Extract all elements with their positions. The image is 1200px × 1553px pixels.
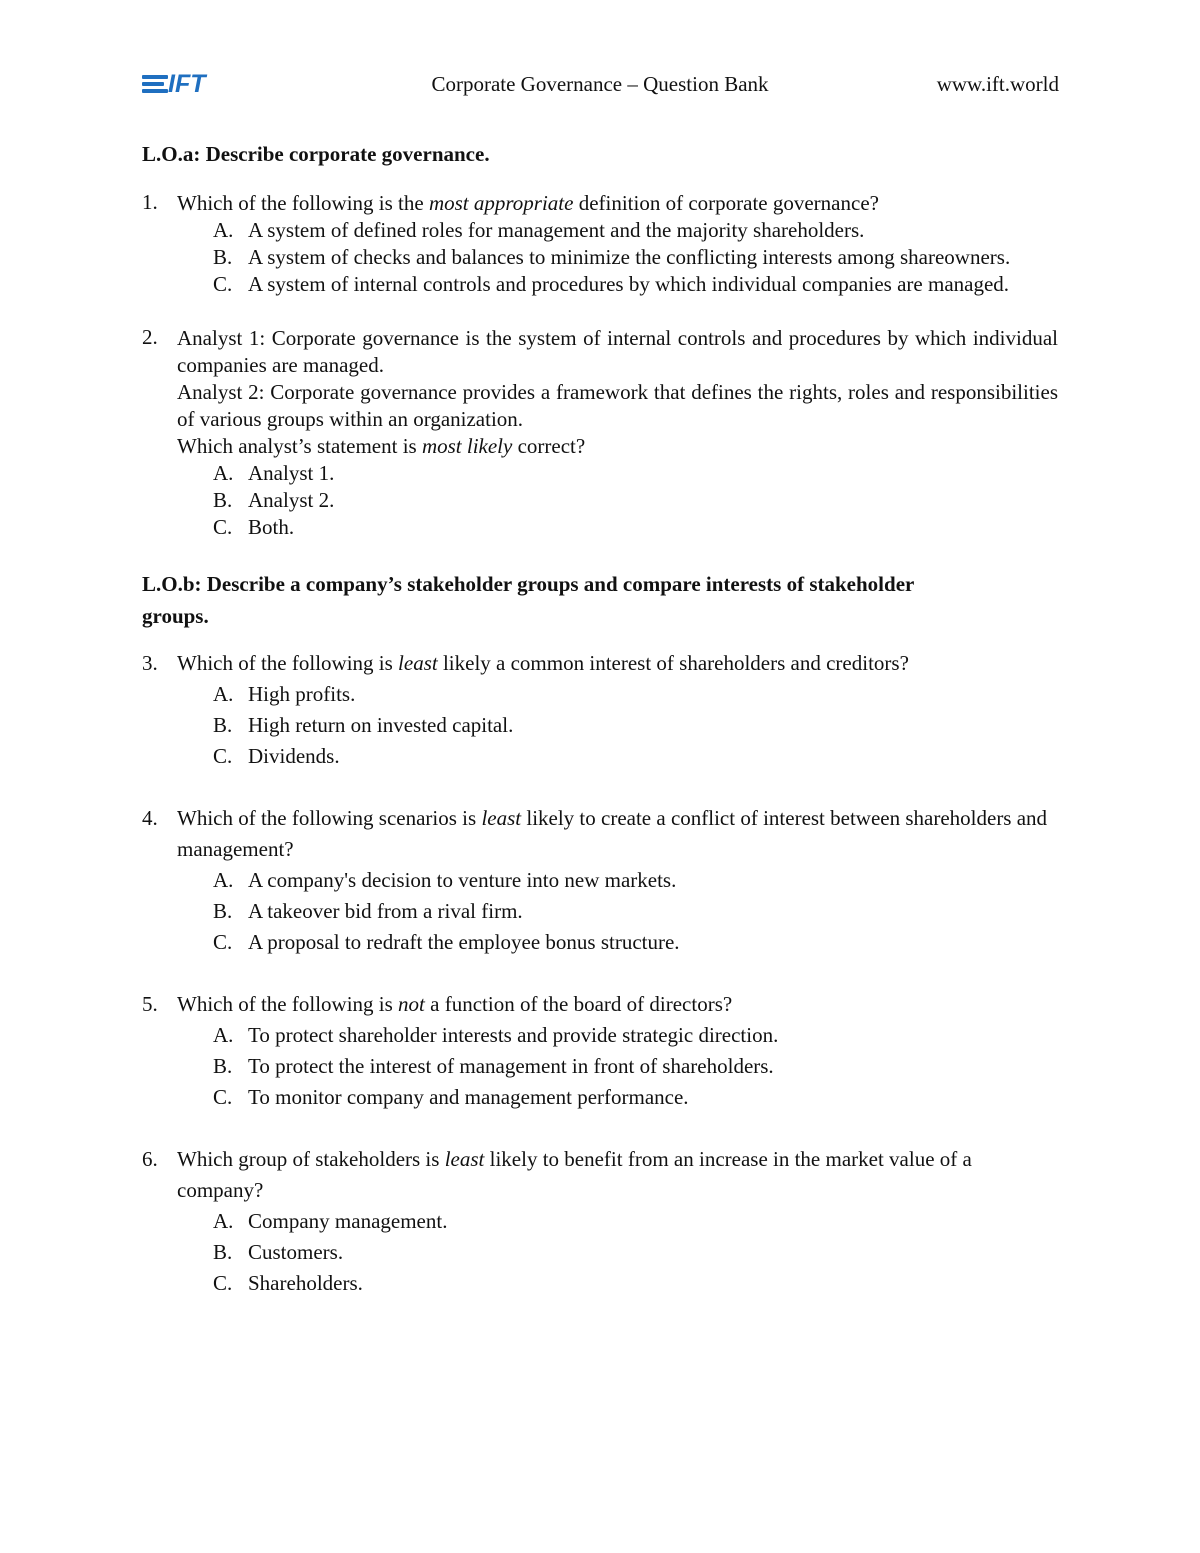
document-body (142, 138, 1058, 1299)
page-header (0, 0, 1200, 120)
question-number: 4. (142, 806, 158, 830)
question-text: Which of the following is least likely a common interest of shareholders and creditors? (177, 651, 909, 675)
option: B. To protect the interest of management in front of shareholders. (213, 1054, 774, 1078)
option: B. Customers. (213, 1240, 344, 1264)
option: C. Dividends. (213, 744, 340, 768)
option: C. A system of internal controls and procedures by which individual companies are managed. (213, 272, 1010, 296)
option: B. Analyst 2. (213, 488, 335, 512)
option: A. A system of defined roles for management and the majority shareholders. (213, 218, 865, 242)
option: B. High return on invested capital. (213, 713, 514, 737)
analyst-2-statement: Analyst 2: Corporate governance provides a framework that defines the rights, roles and responsibilities of various groups within an organization. (177, 380, 1058, 431)
question-text: Which of the following is not a function of the board of directors? (177, 992, 733, 1016)
question-number: 6. (142, 1147, 158, 1171)
header-url: www.ift.world (936, 72, 1059, 96)
option: B. A takeover bid from a rival firm. (213, 899, 523, 923)
question-6 (142, 1144, 1058, 1299)
option: C. Both. (213, 515, 295, 539)
answer-options (213, 217, 1058, 298)
question-4 (142, 803, 1058, 958)
question-number: 2. (142, 325, 158, 349)
answer-options (213, 460, 1058, 541)
question-number: 1. (142, 190, 158, 214)
question-number: 5. (142, 992, 158, 1016)
option: C. To monitor company and management performance. (213, 1085, 689, 1109)
option: C. Shareholders. (213, 1271, 363, 1295)
header-title: Corporate Governance – Question Bank (431, 72, 769, 96)
answer-options (213, 865, 1058, 958)
option: A. A company's decision to venture into new markets. (213, 868, 677, 892)
question-text: Which of the following scenarios is least likely to create a conflict of interest between shareholders and management? (177, 806, 1048, 861)
question-text: Which group of stakeholders is least likely to benefit from an increase in the market value of a company? (177, 1147, 972, 1202)
question-text: Which of the following is the most appropriate definition of corporate governance? (177, 191, 879, 215)
option: C. A proposal to redraft the employee bonus structure. (213, 930, 680, 954)
answer-options (213, 1020, 1058, 1113)
section-heading-lob: L.O.b: Describe a company’s stakeholder groups and compare interests of stakeholder groups. (142, 572, 915, 628)
option: A. Analyst 1. (213, 461, 335, 485)
question-5 (142, 989, 1058, 1113)
answer-options (213, 679, 1058, 772)
logo-text: IFT (168, 70, 206, 98)
question-2 (142, 325, 1058, 541)
question-text: Which analyst’s statement is most likely correct? (177, 434, 586, 458)
option: A. Company management. (213, 1209, 448, 1233)
option: A. To protect shareholder interests and provide strategic direction. (213, 1023, 779, 1047)
question-number: 3. (142, 651, 158, 675)
question-1 (142, 190, 1058, 298)
option: A. High profits. (213, 682, 356, 706)
section-heading-loa: L.O.a: Describe corporate governance. (142, 142, 490, 166)
answer-options (213, 1206, 1058, 1299)
option: B. A system of checks and balances to minimize the conflicting interests among shareowners. (213, 245, 1011, 269)
analyst-1-statement: Analyst 1: Corporate governance is the system of internal controls and procedures by which individual companies are managed. (177, 326, 1058, 377)
question-3 (142, 648, 1058, 772)
